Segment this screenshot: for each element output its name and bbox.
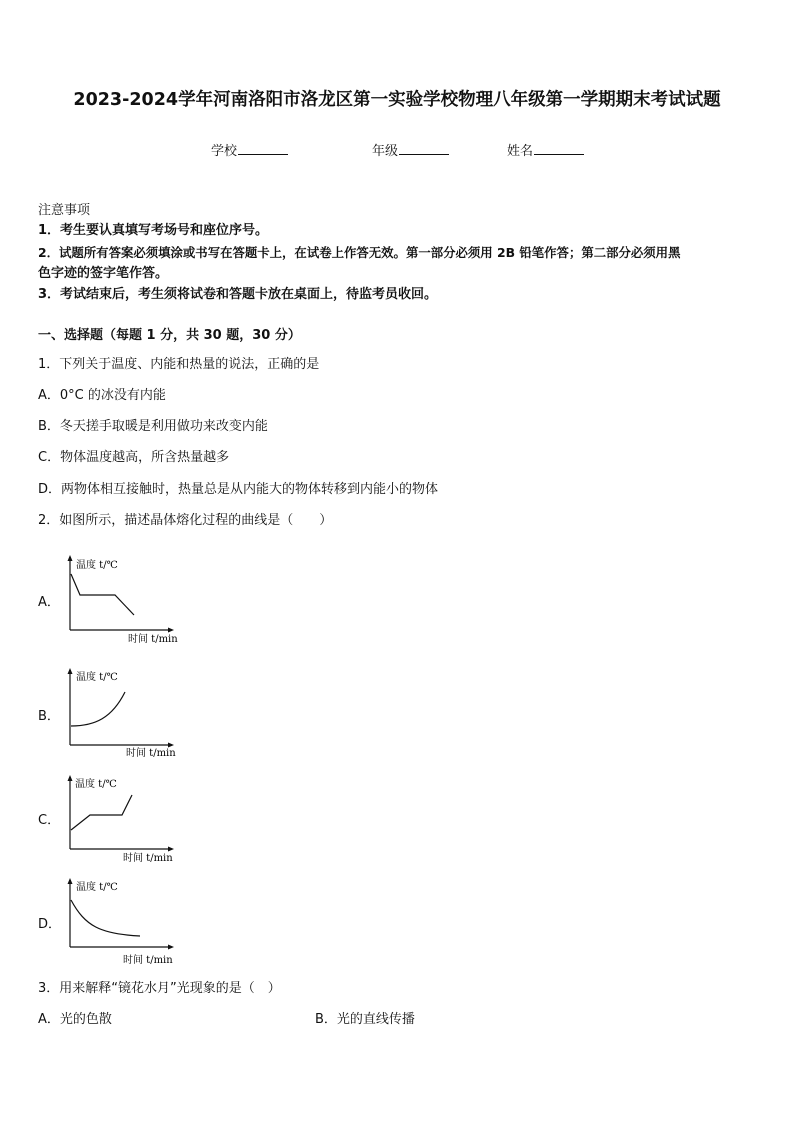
grade-blank[interactable] (399, 142, 449, 155)
question-3-stem: 3．用来解释“镜花水月”光现象的是（ ） (38, 981, 281, 996)
school-label: 学校 (211, 144, 238, 159)
y-axis-arrow (68, 775, 73, 781)
question-1-option-d[interactable]: D．两物体相互接触时，热量总是从内能大的物体转移到内能小的物体 (38, 482, 439, 497)
school-blank[interactable] (238, 142, 288, 155)
curve-b (71, 692, 125, 726)
question-3-option-b[interactable]: B．光的直线传播 (315, 1012, 415, 1027)
x-axis-arrow (168, 743, 174, 748)
notice-item-1: 1．考生要认真填写考场号和座位序号。 (38, 223, 269, 238)
graph-a (60, 555, 185, 645)
grade-field (372, 140, 449, 159)
grade-label: 年级 (372, 144, 399, 159)
question-2-option-b-label[interactable]: B． (38, 709, 60, 724)
question-3-option-a[interactable]: A．光的色散 (38, 1012, 112, 1027)
x-axis-arrow (168, 628, 174, 633)
curve-d (71, 900, 140, 936)
notice-item-2-line-2: 色字迹的签字笔作答。 (38, 266, 169, 281)
graph-b (60, 668, 185, 760)
y-axis-arrow (68, 555, 73, 561)
section-heading: 一、选择题（每题 1 分，共 30 题，30 分） (38, 328, 301, 343)
question-2-option-c-label[interactable]: C． (38, 813, 61, 828)
x-axis-arrow (168, 847, 174, 852)
name-field (507, 140, 584, 159)
y-axis-arrow (68, 878, 73, 884)
curve-c (71, 795, 132, 830)
question-2-option-d-label[interactable]: D． (38, 917, 62, 932)
x-axis-label: 时间 t/min (128, 634, 178, 645)
y-axis-label: 温度 t/℃ (76, 560, 118, 571)
name-label: 姓名 (507, 144, 534, 159)
exam-title: 2023-2024学年河南洛阳市洛龙区第一实验学校物理八年级第一学期期末考试试题 (73, 90, 721, 110)
notice-item-2-line-1: 2．试题所有答案必须填涂或书写在答题卡上，在试卷上作答无效。第一部分必须用 2B 铅笔作答；第二部分必须用黑 (38, 245, 681, 260)
x-axis-label: 时间 t/min (123, 955, 173, 966)
y-axis-arrow (68, 668, 73, 674)
question-2-option-a-label[interactable]: A． (38, 595, 60, 610)
x-axis-label: 时间 t/min (123, 853, 173, 864)
question-2-stem: 2．如图所示，描述晶体熔化过程的曲线是（ ） (38, 513, 333, 528)
curve-a (71, 574, 134, 615)
x-axis-label: 时间 t/min (126, 748, 176, 759)
graph-d (60, 878, 185, 968)
school-field (211, 140, 288, 159)
notice-item-3: 3．考试结束后，考生须将试卷和答题卡放在桌面上，待监考员收回。 (38, 287, 438, 302)
question-1-option-a[interactable]: A．0°C 的冰没有内能 (38, 388, 166, 403)
graph-c (60, 775, 185, 865)
question-1-stem: 1．下列关于温度、内能和热量的说法，正确的是 (38, 357, 320, 372)
question-1-option-b[interactable]: B．冬天搓手取暖是利用做功来改变内能 (38, 419, 268, 434)
y-axis-label: 温度 t/℃ (76, 672, 118, 683)
question-1-option-c[interactable]: C．物体温度越高，所含热量越多 (38, 450, 230, 465)
y-axis-label: 温度 t/℃ (76, 882, 118, 893)
notice-heading: 注意事项 (38, 203, 91, 218)
name-blank[interactable] (534, 142, 584, 155)
y-axis-label: 温度 t/℃ (75, 779, 117, 790)
x-axis-arrow (168, 945, 174, 950)
